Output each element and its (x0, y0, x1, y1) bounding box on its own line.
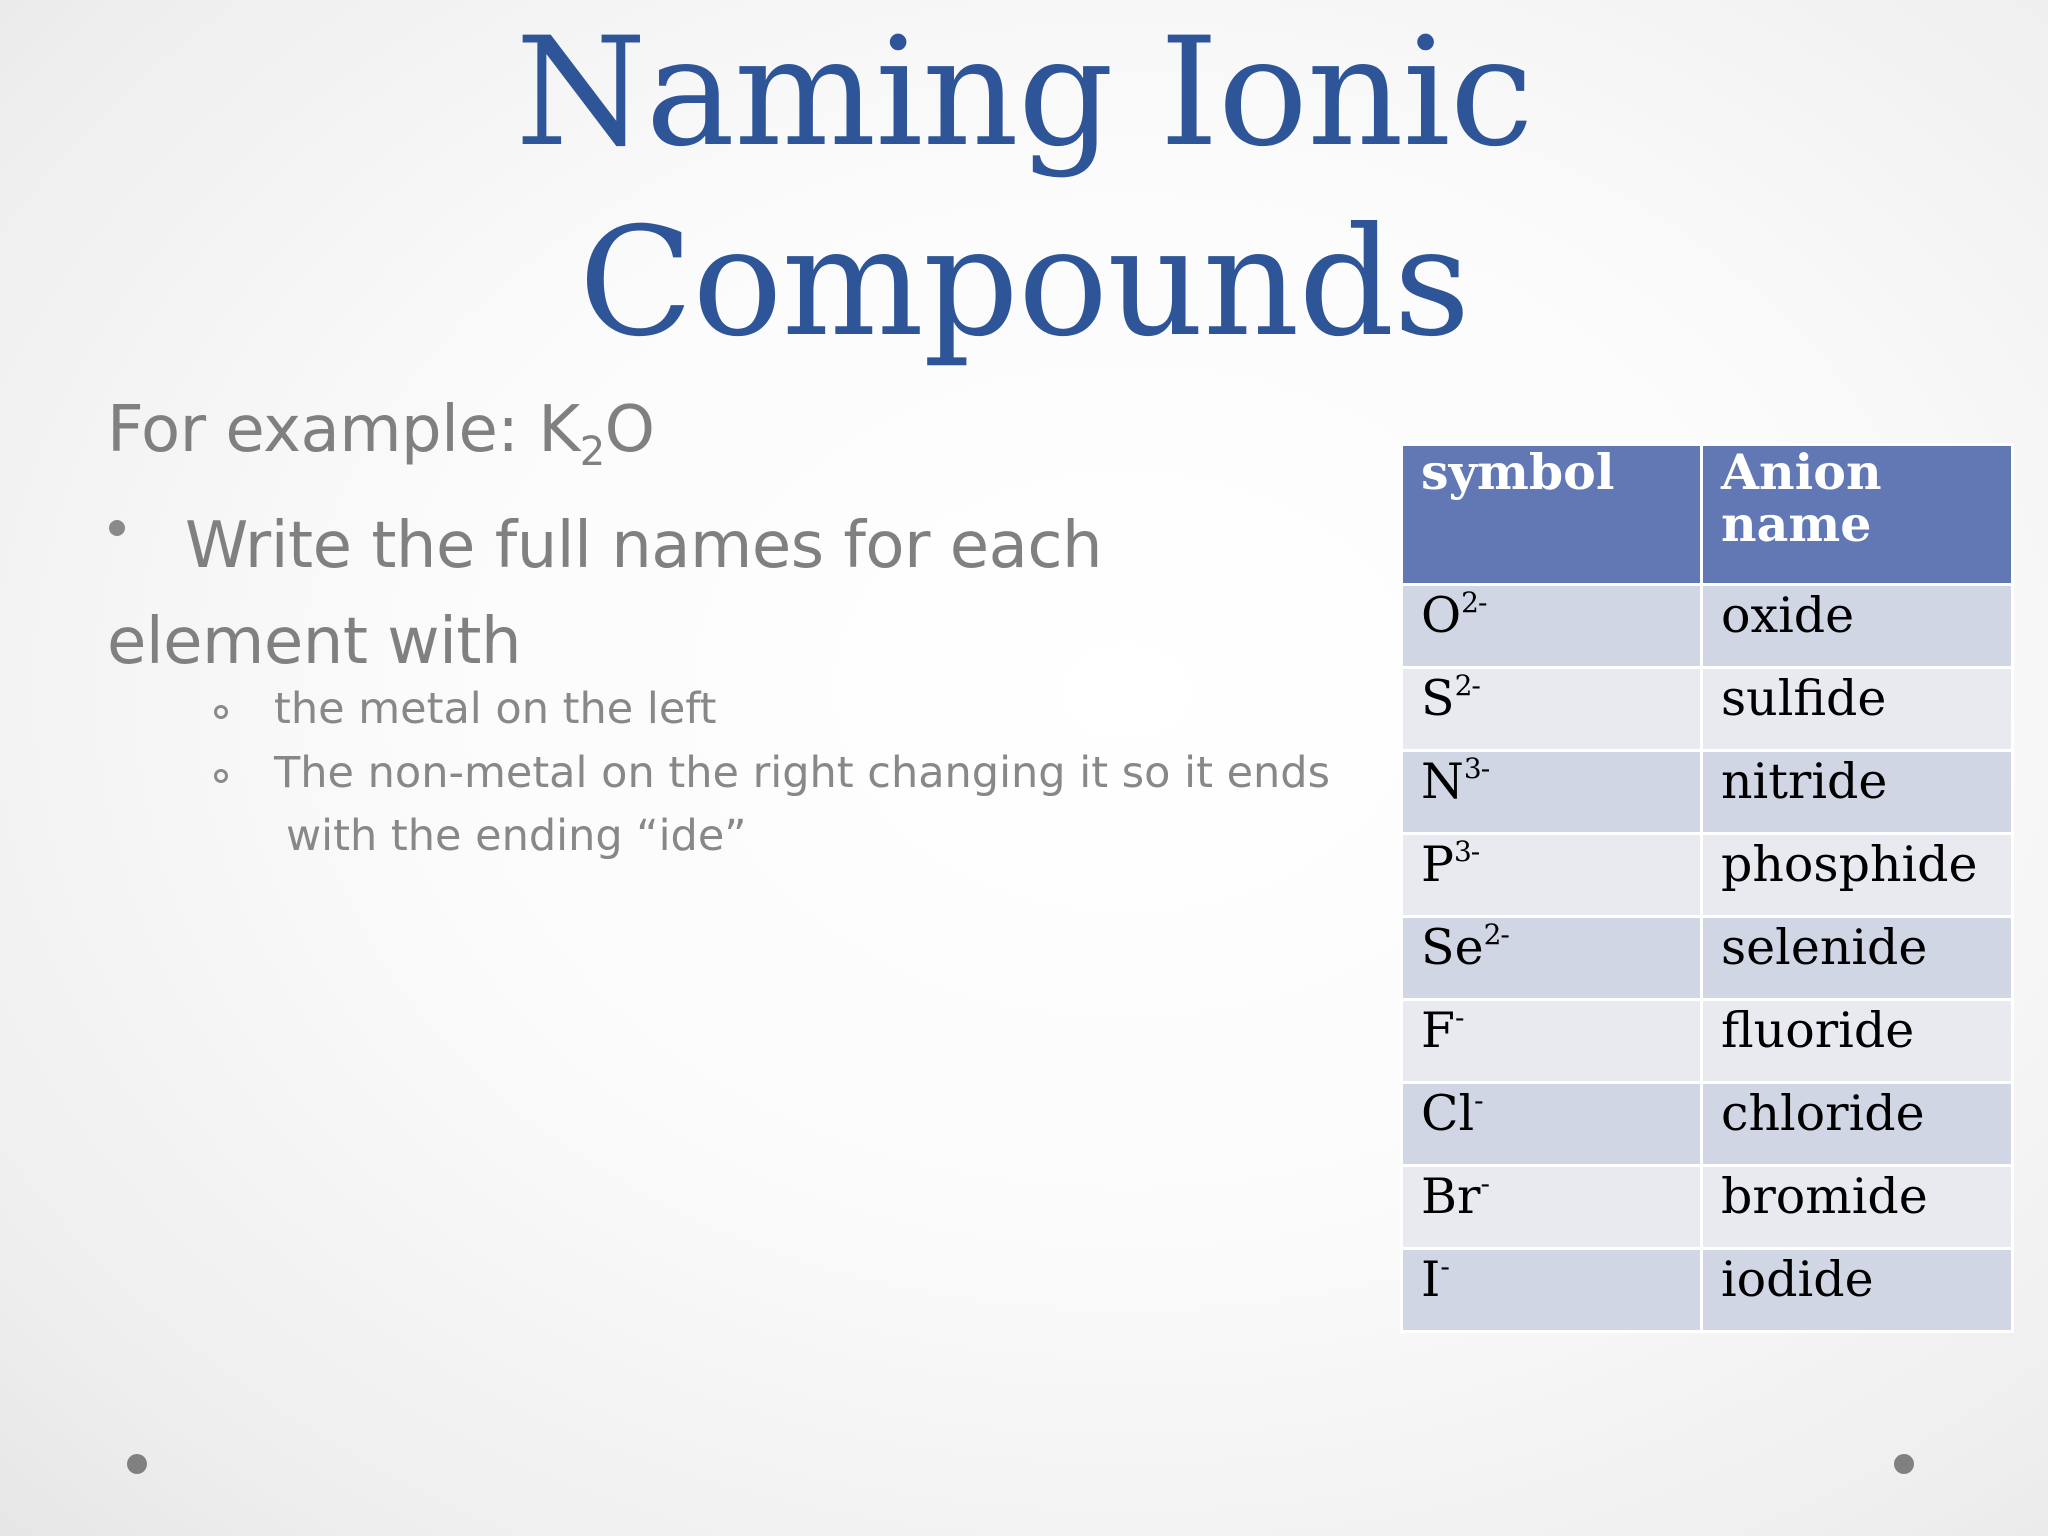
symbol-cell (1402, 1083, 1702, 1166)
main-bullet-line2: element with (107, 605, 522, 679)
element-symbol: Cl (1421, 1085, 1475, 1142)
ion-charge: - (1455, 1001, 1464, 1034)
table-row (1402, 1083, 2013, 1166)
table-header-row (1402, 445, 2013, 585)
table-row (1402, 917, 2013, 1000)
slide-title-line2: Compounds (578, 196, 1470, 370)
symbol-cell (1402, 585, 1702, 668)
anion-name-cell: nitride (1702, 751, 2013, 834)
hollow-circle-bullet-icon (214, 769, 228, 783)
example-suffix: O (604, 393, 655, 467)
table-row (1402, 1166, 2013, 1249)
slide-title (0, 0, 2048, 378)
sub-bullet-line2: with the ending “ide” (286, 811, 747, 861)
ion-charge: - (1440, 1250, 1449, 1283)
hollow-circle-bullet-icon (214, 705, 228, 719)
ion-charge: 2- (1454, 669, 1480, 702)
table-header-anion-name: Anion name (1702, 445, 2013, 585)
ion-charge: 2- (1483, 918, 1509, 951)
anion-name-cell: bromide (1702, 1166, 2013, 1249)
element-symbol: I (1421, 1251, 1441, 1308)
table-row (1402, 668, 2013, 751)
element-symbol: S (1421, 670, 1455, 727)
sub-bullet-text (214, 742, 1374, 868)
example-subscript: 2 (579, 429, 605, 475)
ion-charge: 3- (1463, 752, 1490, 785)
element-symbol: F (1421, 1002, 1455, 1059)
main-bullet-line1: Write the full names for each (185, 509, 1103, 583)
table-row (1402, 834, 2013, 917)
symbol-cell (1402, 668, 1702, 751)
sub-bullet-text (214, 678, 1374, 741)
table-row (1402, 751, 2013, 834)
sub-bullet-line1: The non-metal on the right changing it so it ends (274, 748, 1330, 798)
anion-name-cell: selenide (1702, 917, 2013, 1000)
ion-charge: 3- (1453, 835, 1480, 868)
example-formula (107, 390, 655, 475)
decorative-dot-right (1894, 1454, 1914, 1474)
table-row (1402, 1249, 2013, 1332)
element-symbol: P (1421, 836, 1454, 893)
symbol-cell (1402, 917, 1702, 1000)
symbol-cell (1402, 1249, 1702, 1332)
table-header-symbol: symbol (1402, 445, 1702, 585)
anion-table (1400, 443, 2014, 1333)
table-row (1402, 585, 2013, 668)
element-symbol: Br (1421, 1168, 1481, 1225)
ion-charge: - (1474, 1084, 1483, 1117)
sub-bullet-metal (214, 678, 1374, 741)
symbol-cell (1402, 751, 1702, 834)
element-symbol: N (1421, 753, 1464, 810)
ion-charge: 2- (1461, 586, 1487, 619)
anion-name-cell: phosphide (1702, 834, 2013, 917)
table-row (1402, 1000, 2013, 1083)
slide-title-line1: Naming Ionic (515, 6, 1533, 180)
anion-name-cell: sulfide (1702, 668, 2013, 751)
element-symbol: O (1421, 587, 1462, 644)
element-symbol: Se (1421, 919, 1484, 976)
symbol-cell (1402, 1166, 1702, 1249)
sub-bullet-nonmetal (214, 742, 1374, 868)
sub-bullet-line1: the metal on the left (274, 684, 717, 734)
decorative-dot-left (127, 1454, 147, 1474)
ion-charge: - (1480, 1167, 1489, 1200)
example-prefix: For example: K (107, 393, 580, 467)
anion-name-cell: oxide (1702, 585, 2013, 668)
anion-name-cell: chloride (1702, 1083, 2013, 1166)
symbol-cell (1402, 834, 1702, 917)
main-bullet (107, 498, 1347, 690)
symbol-cell (1402, 1000, 1702, 1083)
anion-name-cell: iodide (1702, 1249, 2013, 1332)
anion-name-cell: fluoride (1702, 1000, 2013, 1083)
